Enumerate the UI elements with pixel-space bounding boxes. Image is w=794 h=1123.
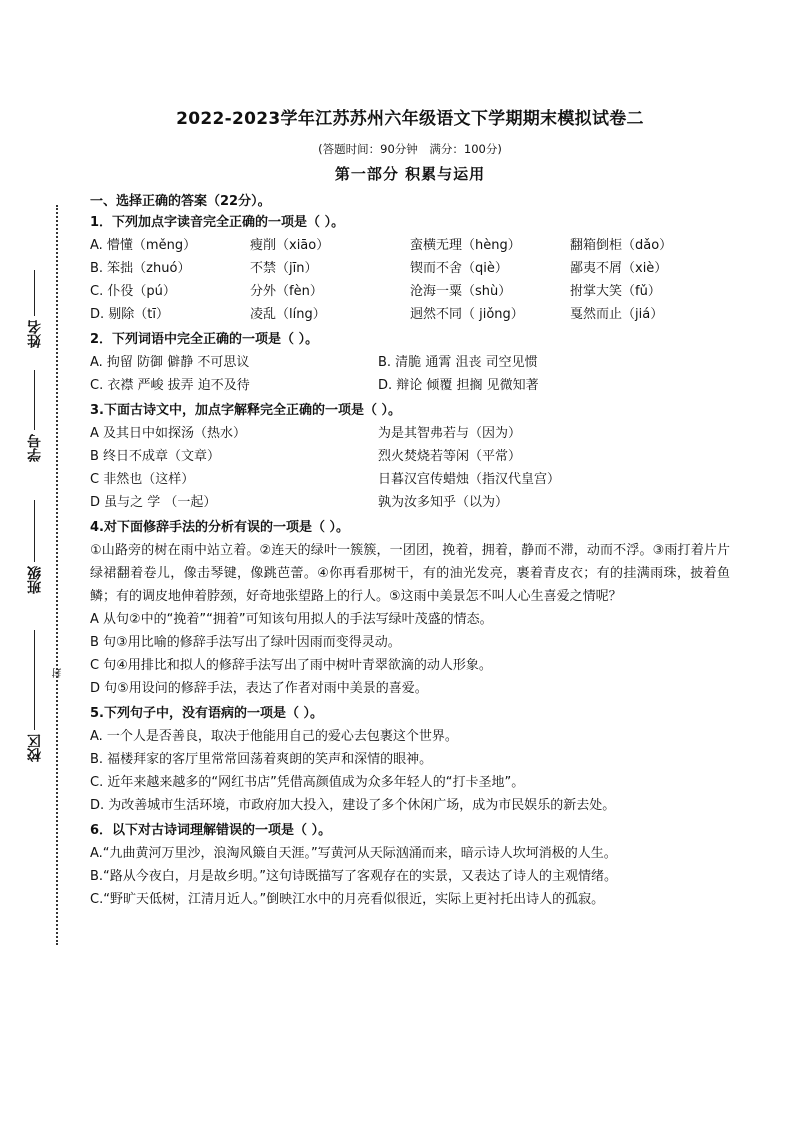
name-underline[interactable] bbox=[34, 270, 35, 316]
student-id-underline[interactable] bbox=[34, 370, 35, 430]
q1-a-3: 蛮横无理（hèng） bbox=[410, 238, 521, 253]
binding-dotted-line bbox=[56, 205, 58, 945]
q3-d-2: 孰为汝多知乎（以为） bbox=[378, 495, 509, 510]
binding-margin bbox=[0, 0, 90, 1123]
q3-option-b[interactable] bbox=[90, 445, 730, 468]
q4-option-b[interactable]: B 句③用比喻的修辞手法写出了绿叶因雨而变得灵动。 bbox=[90, 635, 401, 650]
page-title: 2022-2023学年江苏苏州六年级语文下学期期末模拟试卷二 bbox=[176, 109, 644, 129]
q4-option-d[interactable]: D 句⑤用设问的修辞手法，表达了作者对雨中美景的喜爱。 bbox=[90, 681, 428, 696]
q1-option-c[interactable] bbox=[90, 280, 730, 303]
name-label: 姓名 bbox=[27, 320, 43, 348]
question-5-stem: 5.下列句子中，没有语病的一项是（ ）。 bbox=[90, 706, 324, 721]
q1-d-4: 戛然而止（jiá） bbox=[570, 307, 664, 322]
q3-c-1: C 非然也（这样） bbox=[90, 472, 195, 487]
q1-d-2: 凌乱（líng） bbox=[250, 307, 326, 322]
q1-option-b[interactable] bbox=[90, 257, 730, 280]
question-4-stem: 4.对下面修辞手法的分析有误的一项是（ ）。 bbox=[90, 520, 350, 535]
q4-option-a[interactable]: A 从句②中的“挽着”“拥着”可知该句用拟人的手法写绿叶茂盛的情态。 bbox=[90, 612, 493, 627]
q3-b-2: 烈火焚烧若等闲（平常） bbox=[378, 449, 522, 464]
q5-option-b[interactable]: B. 福楼拜家的客厅里常常回荡着爽朗的笑声和深情的眼神。 bbox=[90, 752, 433, 767]
q1-b-4: 鄙夷不屑（xiè） bbox=[570, 261, 668, 276]
question-3-stem: 3.下面古诗文中，加点字解释完全正确的一项是（ ）。 bbox=[90, 403, 402, 418]
q1-a-4: 翻箱倒柜（dǎo） bbox=[570, 238, 673, 253]
q1-b-3: 锲而不舍（qiè） bbox=[410, 261, 508, 276]
q3-b-1: B 终日不成章（文章） bbox=[90, 449, 221, 464]
exam-info: (答题时间：90分钟 满分：100分) bbox=[318, 142, 502, 156]
q2-option-d[interactable]: D. 辩论 倾覆 担搁 见微知著 bbox=[378, 378, 539, 393]
campus-label: 校区 bbox=[27, 734, 43, 762]
q1-c-4: 拊掌大笑（fǔ） bbox=[570, 284, 661, 299]
q3-d-1: D 虽与之 学 （一起） bbox=[90, 495, 217, 510]
campus-field bbox=[22, 630, 52, 775]
q1-b-2: 不禁（jīn） bbox=[250, 261, 318, 276]
campus-underline[interactable] bbox=[34, 630, 35, 730]
q4-passage: ①山路旁的树在雨中站立着。②连天的绿叶一簇簇，一团团，挽着，拥着，静而不滞，动而不浮。③雨打着片片绿裙翻着卷儿，像击琴键，像跳芭蕾。④你再看那树干，有的油光发亮，裹着青皮衣；有的挂满雨珠，披着鱼鳞；有的调皮地伸着脖颈，好奇地张望路上的行人。⑤这雨中美景怎不叫人心生喜爱之情呢？ bbox=[90, 543, 730, 604]
q2-row-1 bbox=[90, 351, 730, 374]
q1-c-2: 分外（fèn） bbox=[250, 284, 323, 299]
q6-option-c[interactable]: C.“野旷天低树，江清月近人。”倒映江水中的月亮看似很近，实际上更衬托出诗人的孤寂。 bbox=[90, 892, 605, 907]
q5-option-d[interactable]: D. 为改善城市生活环境，市政府加大投入，建设了多个休闲广场，成为市民娱乐的新去处。 bbox=[90, 798, 616, 813]
q3-option-c[interactable] bbox=[90, 468, 730, 491]
q3-a-1: A 及其日中如探汤（热水） bbox=[90, 426, 247, 441]
q1-option-d[interactable] bbox=[90, 303, 730, 326]
q1-a-1: A. 懵懂（měng） bbox=[90, 238, 197, 253]
seal-mark: 封 bbox=[53, 668, 64, 678]
q2-option-b[interactable]: B. 清脆 通霄 沮丧 司空见惯 bbox=[378, 355, 538, 370]
q1-d-1: D. 剔除（tī） bbox=[90, 307, 169, 322]
q2-option-c[interactable]: C. 衣襟 严峻 拔弄 迫不及待 bbox=[90, 378, 250, 393]
name-field bbox=[22, 270, 52, 360]
q6-option-b[interactable]: B.“路从今夜白，月是故乡明。”这句诗既描写了客观存在的实景，又表达了诗人的主观情绪。 bbox=[90, 869, 618, 884]
q1-d-3: 迥然不同（ jiǒng） bbox=[410, 307, 524, 322]
q3-a-2: 为是其智弗若与（因为） bbox=[378, 426, 522, 441]
class-field bbox=[22, 500, 52, 600]
q3-option-a[interactable] bbox=[90, 422, 730, 445]
q6-option-a[interactable]: A.“九曲黄河万里沙，浪淘风簸自天涯。”写黄河从天际汹涌而来，暗示诗人坎坷消极的人生。 bbox=[90, 846, 617, 861]
question-1-stem: 1．下列加点字读音完全正确的一项是（ ）。 bbox=[90, 215, 345, 230]
q1-b-1: B. 笨拙（zhuó） bbox=[90, 261, 191, 276]
q4-option-c[interactable]: C 句④用排比和拟人的修辞手法写出了雨中树叶青翠欲滴的动人形象。 bbox=[90, 658, 492, 673]
q3-c-2: 日暮汉宫传蜡烛（指汉代皇宫） bbox=[378, 472, 561, 487]
class-label: 班级 bbox=[27, 566, 43, 594]
q2-option-a[interactable]: A. 拘留 防御 僻静 不可思议 bbox=[90, 355, 250, 370]
student-id-field bbox=[22, 370, 52, 470]
q2-row-2 bbox=[90, 374, 730, 397]
question-6-stem: 6．以下对古诗词理解错误的一项是（ ）。 bbox=[90, 823, 332, 838]
q5-option-c[interactable]: C. 近年来越来越多的“网红书店”凭借高颜值成为众多年轻人的“打卡圣地”。 bbox=[90, 775, 525, 790]
student-id-label: 学号 bbox=[27, 434, 43, 462]
part-heading: 第一部分 积累与运用 bbox=[334, 165, 486, 183]
exam-paper bbox=[90, 104, 730, 911]
q1-a-2: 瘦削（xiāo） bbox=[250, 238, 330, 253]
section-heading: 一、选择正确的答案（22分）。 bbox=[90, 194, 271, 209]
question-2-stem: 2．下列词语中完全正确的一项是（ ）。 bbox=[90, 332, 319, 347]
q3-option-d[interactable] bbox=[90, 491, 730, 514]
q1-c-3: 沧海一粟（shù） bbox=[410, 284, 512, 299]
q1-option-a[interactable] bbox=[90, 234, 730, 257]
q5-option-a[interactable]: A. 一个人是否善良，取决于他能用自己的爱心去包裹这个世界。 bbox=[90, 729, 458, 744]
q1-c-1: C. 仆役（pú） bbox=[90, 284, 176, 299]
class-underline[interactable] bbox=[34, 500, 35, 562]
